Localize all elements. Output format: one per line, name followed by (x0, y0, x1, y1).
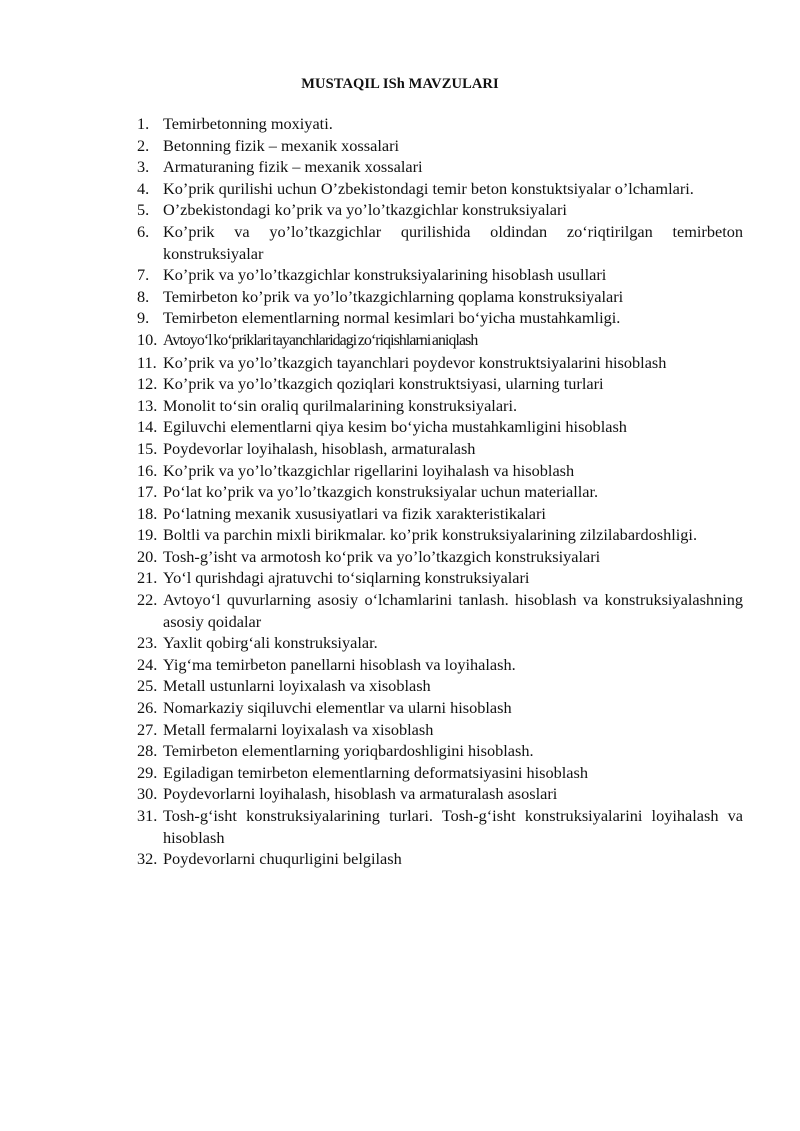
topic-number: 7. (137, 265, 150, 285)
topic-text: Avtoyo‘l quvurlarning asosiy o‘lchamlarini tanlash. hisoblash va konstruksiyalashning asosiy qoidalar (163, 590, 743, 631)
topic-number: 3. (137, 157, 150, 177)
topic-item (137, 352, 743, 374)
topic-text: Avtoyo‘l ko‘priklari tayanchlaridagi zo‘riqishlarni aniqlash (163, 331, 478, 349)
topic-number: 18. (137, 503, 158, 523)
topic-text: Poydevorlar loyihalash, hisoblash, armaturalash (163, 438, 476, 458)
topic-text: Poydevorlarni loyihalash, hisoblash va armaturalash asoslari (163, 784, 558, 804)
topic-text: Ko’prik va yo’lo’tkazgich tayanchlari poydevor konstruktsiyalarini hisoblash (163, 352, 667, 372)
topic-item (137, 524, 743, 546)
topic-item (137, 503, 743, 525)
topic-text: Egiladigan temirbeton elementlarning deformatsiyasini hisoblash (163, 762, 589, 782)
topic-text: Temirbetonning moxiyati. (163, 114, 333, 133)
topic-text: Temirbeton ko’prik va yo’lo’tkazgichlarning qoplama konstruksiyalari (163, 286, 624, 306)
topic-text: O’zbekistondagi ko’prik va yo’lo’tkazgichlar konstruksiyalari (163, 200, 567, 220)
topic-item (137, 286, 743, 308)
topic-list (137, 113, 743, 870)
topic-item (137, 848, 743, 870)
topic-item (137, 416, 743, 438)
topic-item (137, 654, 743, 676)
topic-item (137, 481, 743, 503)
topic-text: Tosh-g‘isht konstruksiyalarining turlari. Tosh-g‘isht konstruksiyalarini loyihalash va hisoblash (163, 806, 743, 847)
topic-item (137, 567, 743, 589)
topic-text: Temirbeton elementlarning normal kesimlari bo‘yicha mustahkamligi. (163, 308, 621, 328)
topic-text: Nomarkaziy siqiluvchi elementlar va ularni hisoblash (163, 698, 512, 718)
topic-number: 29. (137, 762, 158, 782)
topic-item (137, 307, 743, 329)
topic-number: 15. (137, 438, 158, 458)
topic-item (137, 697, 743, 719)
topic-text: Ko’prik va yo’lo’tkazgichlar rigellarini loyihalash va hisoblash (163, 460, 575, 480)
topic-item (137, 762, 743, 784)
topic-number: 20. (137, 546, 158, 566)
topic-item (137, 199, 743, 221)
topic-number: 2. (137, 135, 150, 155)
topic-item (137, 805, 743, 848)
topic-text: Monolit to‘sin oraliq qurilmalarining konstruksiyalari. (163, 395, 518, 415)
topic-item (137, 740, 743, 762)
topic-text: Yaxlit qobirg‘ali konstruksiyalar. (163, 633, 378, 653)
topic-item (137, 135, 743, 157)
topic-item (137, 675, 743, 697)
topic-number: 8. (137, 286, 150, 306)
topic-number: 1. (137, 114, 150, 133)
topic-number: 19. (137, 525, 158, 545)
topic-number: 32. (137, 849, 158, 869)
topic-text: Betonning fizik – mexanik xossalari (163, 135, 400, 155)
topic-item (137, 783, 743, 805)
topic-text: Armaturaning fizik – mexanik xossalari (163, 157, 423, 177)
topic-number: 23. (137, 633, 158, 653)
topic-item (137, 632, 743, 654)
topic-number: 22. (137, 590, 158, 610)
topic-number: 4. (137, 178, 150, 198)
topic-item (137, 113, 743, 135)
topic-number: 6. (137, 221, 150, 241)
topic-item (137, 221, 743, 264)
document-title: MUSTAQIL ISh MAVZULARI (301, 76, 499, 92)
topic-text: Po‘latning mexanik xususiyatlari va fizik xarakteristikalari (163, 503, 546, 523)
topic-item (137, 373, 743, 395)
topic-item (137, 589, 743, 632)
topic-number: 26. (137, 698, 158, 718)
topic-number: 9. (137, 308, 150, 328)
topic-number: 21. (137, 568, 158, 588)
topic-number: 25. (137, 676, 158, 696)
topic-text: Metall fermalarni loyixalash va xisoblash (163, 719, 434, 739)
topic-number: 28. (137, 741, 158, 761)
topic-text: Metall ustunlarni loyixalash va xisoblash (163, 676, 431, 696)
topic-number: 24. (137, 654, 158, 674)
topic-text: Yig‘ma temirbeton panellarni hisoblash va loyihalash. (163, 654, 516, 674)
topic-item (137, 438, 743, 460)
topic-number: 27. (137, 719, 158, 739)
topic-text: Ko’prik qurilishi uchun O’zbekistondagi temir beton konstuktsiyalar o’lchamlari. (163, 178, 694, 198)
topic-number: 31. (137, 806, 158, 825)
topic-item (137, 329, 743, 352)
topic-text: Temirbeton elementlarning yoriqbardoshligini hisoblash. (163, 741, 534, 761)
topic-text: Egiluvchi elementlarni qiya kesim bo‘yicha mustahkamligini hisoblash (163, 417, 627, 437)
topic-text: Ko’prik va yo’lo’tkazgichlar konstruksiyalarining hisoblash usullari (163, 265, 607, 285)
topic-number: 10. (137, 329, 158, 349)
topic-item (137, 546, 743, 568)
topic-item (137, 178, 743, 200)
topic-number: 11. (137, 352, 157, 372)
topic-number: 30. (137, 784, 158, 804)
topic-number: 16. (137, 460, 158, 480)
topic-number: 5. (137, 200, 150, 220)
topic-item (137, 719, 743, 741)
topic-text: Yo‘l qurishdagi ajratuvchi to‘siqlarning konstruksiyalari (163, 568, 530, 588)
topic-text: Poydevorlarni chuqurligini belgilash (163, 849, 402, 869)
topic-item (137, 395, 743, 417)
topic-number: 17. (137, 482, 158, 502)
topic-text: Po‘lat ko’prik va yo’lo’tkazgich konstruksiyalar uchun materiallar. (163, 482, 599, 502)
topic-text: Boltli va parchin mixli birikmalar. ko’prik konstruksiyalarining zilzilabardoshligi. (163, 525, 698, 545)
topic-number: 13. (137, 395, 158, 415)
topic-text: Ko’prik va yo’lo’tkazgichlar qurilishida oldindan zo‘riqtirilgan temirbeton konstruksiyalar (163, 221, 743, 263)
topic-item (137, 264, 743, 286)
topic-number: 14. (137, 417, 158, 437)
topic-number: 12. (137, 374, 158, 394)
topic-item (137, 460, 743, 482)
topic-item (137, 156, 743, 178)
topic-text: Ko’prik va yo’lo’tkazgich qoziqlari konstruktsiyasi, ularning turlari (163, 374, 604, 394)
topic-text: Tosh-g’isht va armotosh ko‘prik va yo’lo’tkazgich konstruksiyalari (163, 546, 601, 566)
